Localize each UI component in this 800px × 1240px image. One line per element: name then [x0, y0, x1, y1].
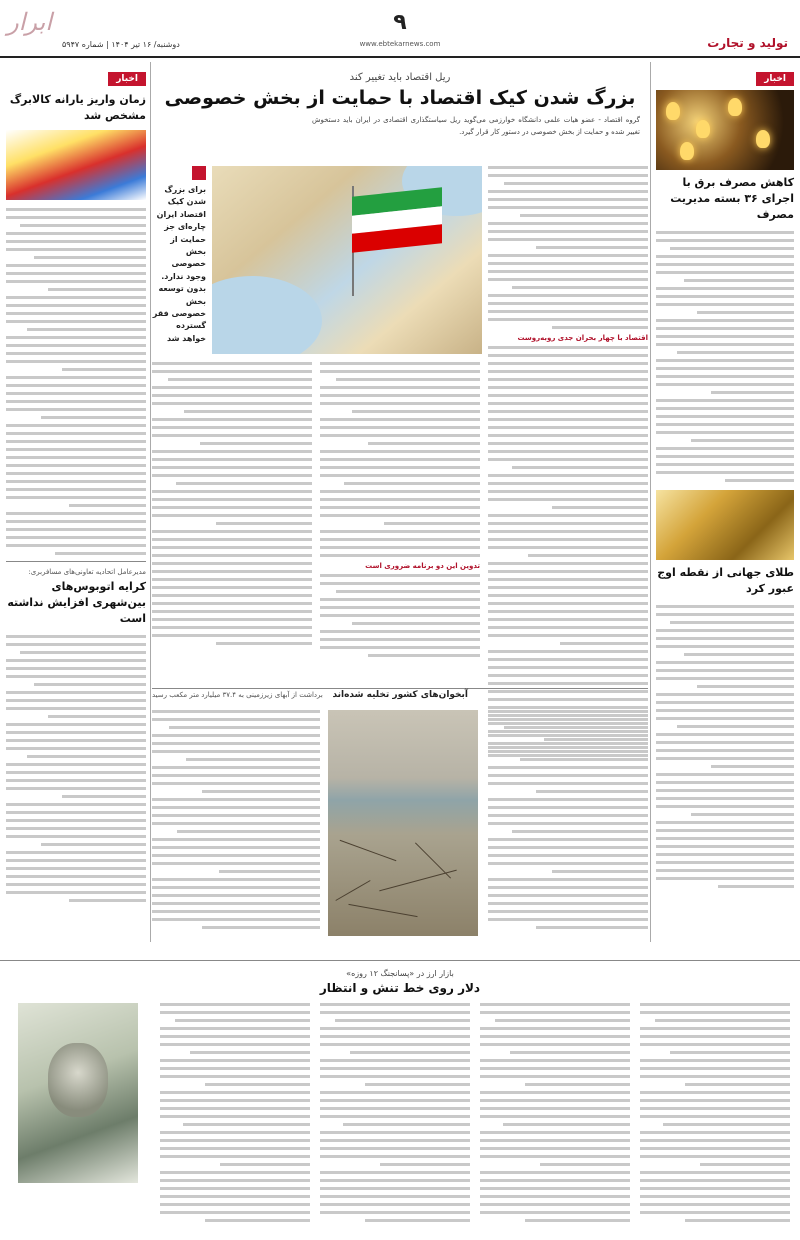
feature-column	[320, 1003, 470, 1227]
news-tag: اخبار	[108, 72, 146, 86]
gold-photo	[656, 490, 794, 560]
bottom-feature	[0, 960, 800, 1240]
sub-article-note: برداشت از آبهای زیرزمینی به ۳۷.۴ میلیارد متر مکعب رسید	[152, 691, 323, 699]
news-headline[interactable]: کاهش مصرف برق با اجرای ۳۶ بسته مدیریت مصرف	[670, 176, 794, 221]
dry-lake-photo	[328, 710, 478, 936]
feature-kicker: بازار ارز در «پسانجنگ ۱۲ روزه»	[346, 969, 454, 978]
sub-article-header	[152, 688, 648, 702]
banknote-portrait	[48, 1043, 108, 1117]
quote-icon	[192, 166, 206, 180]
body-text-block	[488, 710, 648, 929]
article-column	[488, 710, 648, 934]
news-headline[interactable]: طلای جهانی از نقطه اوج عبور کرد	[657, 565, 794, 595]
article-lead: گروه اقتصاد - عضو هیات علمی دانشگاه خوارزمی می‌گوید ریل سیاستگذاری اقتصادی در ایران باید دستخوش تغییر شده و حمایت از بخش خصوصی در دستور کار قرار گیرد.	[312, 116, 640, 136]
bulb-icon	[666, 102, 680, 120]
body-text-block	[656, 231, 794, 482]
article-subhead: تدوین این دو برنامه ضروری است	[365, 562, 480, 570]
body-text-block	[320, 574, 480, 657]
body-text-block	[6, 635, 146, 902]
masthead	[0, 0, 800, 58]
sub-article-title[interactable]: آبخوان‌های کشور تخلیه شده‌اند	[332, 690, 468, 700]
bulb-icon	[696, 120, 710, 138]
news-tag: اخبار	[756, 72, 794, 86]
body-text-block	[160, 1003, 310, 1222]
section-title: تولید و تجارت	[707, 36, 788, 50]
article-headline[interactable]: بزرگ شدن کیک اقتصاد با حمایت از بخش خصوصی	[164, 87, 636, 109]
feature-column	[640, 1003, 790, 1227]
body-text-block	[320, 362, 480, 557]
article-kicker: ریل اقتصاد باید تغییر کند	[349, 72, 451, 83]
news-tag-wrap	[6, 66, 146, 86]
feature-headline[interactable]: دلار روی خط تنش و انتظار	[319, 981, 481, 995]
body-text-block	[6, 208, 146, 555]
feature-column	[160, 1003, 310, 1227]
pull-quote	[152, 166, 208, 354]
body-text-block	[488, 166, 648, 329]
body-text-block	[640, 1003, 790, 1222]
issue-date: دوشنبه/ ۱۶ تیر ۱۴۰۴ | شماره ۵۹۴۷	[62, 40, 180, 49]
body-text-block	[656, 605, 794, 888]
grocery-photo	[6, 130, 146, 200]
main-article	[152, 62, 648, 942]
sea-shape	[212, 276, 322, 354]
body-text-block	[320, 1003, 470, 1222]
article-column	[152, 362, 312, 650]
article-column	[488, 362, 648, 434]
body-text-block	[488, 362, 648, 429]
article-subhead: اقتصاد با چهار بحران جدی روبه‌روست	[517, 334, 648, 342]
feature-column	[480, 1003, 630, 1227]
pull-quote-text: برای بزرگ شدن کیک اقتصاد ایران چاره‌ای جز حمایت از بخش خصوصی وجود ندارد. بدون توسعه بخش خصوصی فقر گسترده خواهد شد	[152, 185, 206, 343]
article-column	[488, 166, 648, 762]
page-number: ۹	[393, 10, 407, 35]
publication-logo: ابرار	[7, 8, 52, 36]
right-news-column	[656, 62, 794, 942]
iran-flag-icon	[352, 187, 442, 252]
divider	[6, 561, 146, 562]
bulb-icon	[728, 98, 742, 116]
dollar-bill-photo	[18, 1003, 138, 1183]
website-url[interactable]: www.ebtekarnews.com	[359, 40, 441, 48]
article-column	[152, 710, 320, 934]
iran-map-flag-photo	[212, 166, 482, 354]
bulb-icon	[680, 142, 694, 160]
body-text-block	[480, 1003, 630, 1222]
body-text-block	[152, 362, 312, 645]
lightbulbs-photo	[656, 90, 794, 170]
column-divider	[650, 62, 651, 942]
news-tag-wrap	[656, 66, 794, 86]
news-headline[interactable]: زمان واریز یارانه کالابرگ مشخص شد	[9, 93, 146, 122]
bulb-icon	[756, 130, 770, 148]
column-divider	[150, 62, 151, 942]
body-text-block	[152, 710, 320, 929]
left-news-column	[6, 62, 146, 942]
article-column	[320, 362, 480, 662]
news-kicker: مدیرعامل اتحادیه تعاونی‌های مسافربری:	[28, 567, 146, 576]
news-headline[interactable]: کرایه اتوبوس‌های بین‌شهری افزایش نداشته است	[7, 579, 146, 625]
